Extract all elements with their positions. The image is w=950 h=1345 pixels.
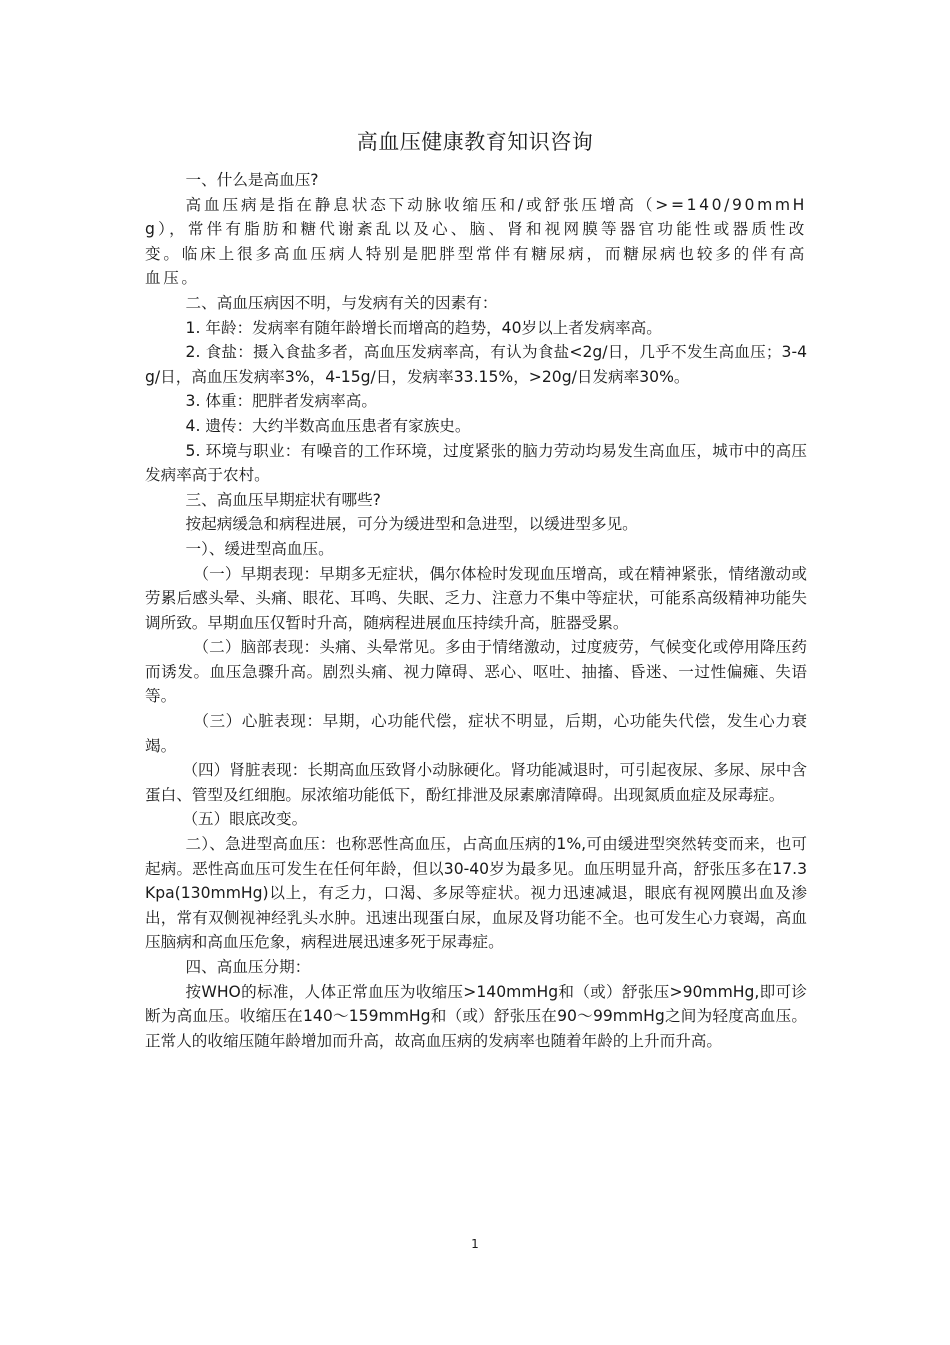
factor-environment: 5. 环境与职业：有噪音的工作环境，过度紧张的脑力劳动均易发生高血压，城市中的高压发病率高于农村。 xyxy=(145,441,807,485)
document-body xyxy=(145,168,807,1053)
section-heading-3: 三、高血压早期症状有哪些? xyxy=(185,490,381,509)
factor-age: 1. 年龄：发病率有随年龄增长而增高的趋势，40岁以上者发病率高。 xyxy=(185,318,662,337)
document-title: 高血压健康教育知识咨询 xyxy=(356,130,594,154)
section-heading-2: 二、高血压病因不明，与发病有关的因素有： xyxy=(185,293,498,312)
factor-weight: 3. 体重：肥胖者发病率高。 xyxy=(185,392,377,411)
page-number: 1 xyxy=(471,1237,479,1251)
subsection-slow-type: 一）、缓进型高血压。 xyxy=(185,539,334,558)
symptom-heart: （三）心脏表现：早期，心功能代偿，症状不明显，后期，心功能失代偿，发生心力衰竭。 xyxy=(145,712,807,755)
symptom-brain: （二）脑部表现：头痛、头晕常见。多由于情绪激动，过度疲劳，气候变化或停用降压药而诱发。血压急骤升高。剧烈头痛、视力障碍、恶心、呕吐、抽搐、昏迷、一过性偏瘫、失语等。 xyxy=(145,638,807,706)
subsection-rapid-type: 二）、急进型高血压：也称恶性高血压，占高血压病的1%,可由缓进型突然转变而来，也可起病。恶性高血压可发生在任何年龄，但以30-40岁为最多见。血压明显升高，舒张压多在17.3Kpa(130mmHg)以上，有乏力，口渴、多尿等症状。视力迅速减退，眼底有视网膜出血及渗出，常有双侧视神经乳头水肿。迅速出现蛋白尿，血尿及肾功能不全。也可发生心力衰竭，高血压脑病和高血压危象，病程进展迅速多死于尿毒症。 xyxy=(145,835,807,952)
symptom-early: （一）早期表现：早期多无症状，偶尔体检时发现血压增高，或在精神紧张，情绪激动或劳累后感头晕、头痛、眼花、耳鸣、失眠、乏力、注意力不集中等症状，可能系高级精神功能失调所致。早期血压仅暂时升高，随病程进展血压持续升高，脏器受累。 xyxy=(145,564,807,632)
symptom-kidney: （四）肾脏表现：长期高血压致肾小动脉硬化。肾功能减退时，可引起夜尿、多尿、尿中含蛋白、管型及红细胞。尿浓缩功能低下，酚红排泄及尿素廓清障碍。出现氮质血症及尿毒症。 xyxy=(145,761,807,804)
paragraph-definition: 高血压病是指在静息状态下动脉收缩压和/或舒张压增高（>=140/90mmHg），常伴有脂肪和糖代谢紊乱以及心、脑、肾和视网膜等器官功能性或器质性改变。临床上很多高血压病人特别是肥胖型常伴有糖尿病，而糖尿病也较多的伴有高血压。 xyxy=(145,195,807,288)
section-heading-1: 一、什么是高血压? xyxy=(185,171,319,189)
section-heading-4: 四、高血压分期： xyxy=(185,958,311,976)
paragraph-who-standard: 按WHO的标准，人体正常血压为收缩压>140mmHg和（或）舒张压>90mmHg,即可诊断为高血压。收缩压在140～159mmHg和（或）舒张压在90～99mmHg之间为轻度高血压。正常人的收缩压随年龄增加而升高，故高血压病的发病率也随着年龄的上升而升高。 xyxy=(145,982,807,1050)
factor-heredity: 4. 遗传：大约半数高血压患者有家族史。 xyxy=(185,416,471,435)
symptom-fundus: （五）眼底改变。 xyxy=(182,810,308,829)
paragraph-classification: 按起病缓急和病程进展，可分为缓进型和急进型，以缓进型多见。 xyxy=(185,515,638,534)
factor-salt: 2. 食盐：摄入食盐多者，高血压发病率高，有认为食盐<2g/日，几乎不发生高血压；3-4g/日，高血压发病率3%，4-15g/日，发病率33.15%，>20g/日发病率30%。 xyxy=(145,343,807,386)
